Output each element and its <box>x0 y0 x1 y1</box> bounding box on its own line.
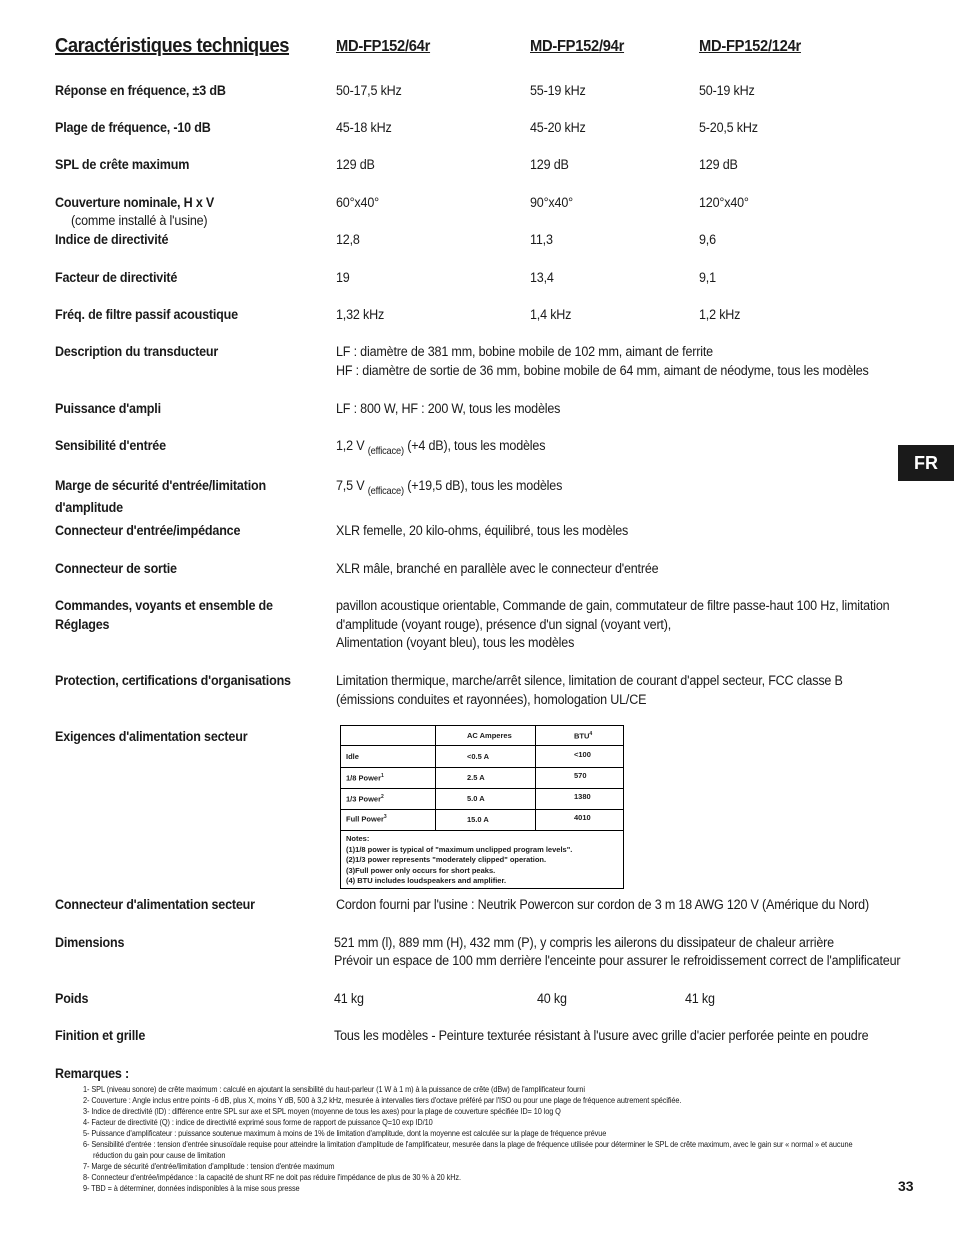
spec-value: 9,6 <box>699 232 716 247</box>
table-cell-btu: <100 <box>574 750 591 759</box>
spec-label-protection: Protection, certifications d'organisations <box>55 673 291 688</box>
table-cell-amps: 15.0 A <box>467 815 489 824</box>
spec-label-dimensions: Dimensions <box>55 935 125 950</box>
model-header-3: MD-FP152/124r <box>699 38 801 55</box>
table-cell-btu: 4010 <box>574 813 591 822</box>
spec-value: 1,32 kHz <box>336 307 385 322</box>
page-number: 33 <box>898 1178 914 1194</box>
spec-label-frequency-range: Plage de fréquence, -10 dB <box>55 120 211 135</box>
spec-label-controls-line2: Réglages <box>55 617 110 632</box>
spec-value: 90°x40° <box>530 195 573 210</box>
spec-value: 50-19 kHz <box>699 83 755 98</box>
spec-value: 5-20,5 kHz <box>699 120 758 135</box>
table-cell-amps: 5.0 A <box>467 794 485 803</box>
spec-value: LF : 800 W, HF : 200 W, tous les modèles <box>336 401 561 416</box>
table-row-label: Full Power$^3$ <box>346 814 387 824</box>
spec-label-coverage: Couverture nominale, H x V <box>55 195 215 210</box>
spec-value: (émissions conduites et rayonnées), homologation UL/CE <box>336 692 647 707</box>
footnote: 9- TBD = à déterminer, données indisponibles à la mise sous presse <box>83 1184 300 1193</box>
spec-label-crossover: Fréq. de filtre passif acoustique <box>55 307 238 322</box>
spec-value: 11,3 <box>530 232 553 247</box>
spec-value: 120°x40° <box>699 195 749 210</box>
table-cell-amps: 2.5 A <box>467 773 485 782</box>
spec-value: 129 dB <box>699 157 738 172</box>
spec-value: 1,2 kHz <box>699 307 741 322</box>
spec-value: 12,8 <box>336 232 360 247</box>
spec-value: 41 kg <box>334 991 364 1006</box>
table-header-btu: BTU$^4$ <box>574 731 593 741</box>
spec-value: 45-18 kHz <box>336 120 392 135</box>
footnote: 5- Puissance d'amplificateur : puissance soutenue maximum à moins de 1% de limitation d'amplitude, dont la moyenne est calculée sur la plage de fréquence prévue <box>83 1129 607 1138</box>
spec-value: 9,1 <box>699 270 716 285</box>
table-row-label: 1/8 Power$^1$ <box>346 773 384 783</box>
spec-value: 45-20 kHz <box>530 120 586 135</box>
remarks-title: Remarques : <box>55 1066 130 1081</box>
model-header-2: MD-FP152/94r <box>530 38 625 55</box>
spec-label-power-connector: Connecteur d'alimentation secteur <box>55 897 255 912</box>
footnote: 4- Facteur de directivité (Q) : indice de directivité exprimé sous forme de rapport de puissance Q=10 exp ID/10 <box>83 1118 433 1127</box>
spec-value: Tous les modèles - Peinture texturée résistant à l'usure avec grille d'acier perforée peinte en poudre <box>334 1028 869 1043</box>
spec-value: 129 dB <box>530 157 569 172</box>
spec-label-headroom: Marge de sécurité d'entrée/limitation <box>55 478 266 493</box>
footnote: 8- Connecteur d'entrée/impédance : la capacité de shunt RF ne doit pas réduire l'impédance de plus de 30 % à 20 kHz. <box>83 1173 461 1182</box>
spec-label-weight: Poids <box>55 991 89 1006</box>
spec-value: 1,4 kHz <box>530 307 572 322</box>
spec-value: 40 kg <box>537 991 567 1006</box>
table-cell-amps: <0.5 A <box>467 752 490 761</box>
footnote: réduction du gain pour cause de limitation <box>93 1151 226 1160</box>
spec-value: HF : diamètre de sortie de 36 mm, bobine mobile de 64 mm, aimant de néodyme, tous les modèles <box>336 363 869 378</box>
language-tab: FR <box>898 445 954 481</box>
footnote: 1- SPL (niveau sonore) de crête maximum : calculé en ajoutant la sensibilité du haut-parleur (1 W à 1 m) à la puissance de crête (dBw) de l'amplificateur fourni <box>83 1085 585 1094</box>
spec-value: 50-17,5 kHz <box>336 83 402 98</box>
page-title: Caractéristiques techniques <box>55 35 290 57</box>
spec-value: XLR mâle, branché en parallèle avec le connecteur d'entrée <box>336 561 659 576</box>
footnote: 7- Marge de sécurité d'entrée/limitation d'amplitude : tension d'entrée maximum <box>83 1162 335 1171</box>
spec-value: Alimentation (voyant bleu), tous les modèles <box>336 635 575 650</box>
spec-label-directivity-factor: Facteur de directivité <box>55 270 178 285</box>
table-header-amps: AC Amperes <box>467 731 512 740</box>
spec-label-headroom-line2: d'amplitude <box>55 500 123 515</box>
spec-value: 129 dB <box>336 157 375 172</box>
spec-label-controls: Commandes, voyants et ensemble de <box>55 598 273 613</box>
spec-value: pavillon acoustique orientable, Commande de gain, commutateur de filtre passe-haut 100 Hz, limitation <box>336 598 890 613</box>
table-cell-btu: 570 <box>574 771 587 780</box>
spec-value: XLR femelle, 20 kilo-ohms, équilibré, tous les modèles <box>336 523 629 538</box>
spec-value: 13,4 <box>530 270 554 285</box>
footnote: 2- Couverture : Angle inclus entre points -6 dB, plus X, moins Y dB, 500 à 3,2 kHz, mesurée à intervalles tiers d'octave préféré par l'ISO ou pour une plage de fréquence autrement spécifiée. <box>83 1096 682 1105</box>
spec-label-amp-power: Puissance d'ampli <box>55 401 161 416</box>
spec-value: Limitation thermique, marche/arrêt silence, limitation de courant d'appel secteur, FCC classe B <box>336 673 843 688</box>
spec-value: 19 <box>336 270 350 285</box>
spec-label-power-requirements: Exigences d'alimentation secteur <box>55 729 248 744</box>
spec-label-finish: Finition et grille <box>55 1028 146 1043</box>
spec-value: 1,2 V $_{(efficace)}$ (+4 dB), tous les modèles <box>336 438 546 457</box>
table-notes: Notes: (1)1/8 power is typical of "maximum unclipped program levels". (2)1/3 power represents "moderately clipped" operation. (3)Full power only occurs for short peaks. (4) BTU includes loudspeakers and amplifier. <box>346 834 573 885</box>
table-row-label: 1/3 Power$^2$ <box>346 794 384 804</box>
spec-label-input-connector: Connecteur d'entrée/impédance <box>55 523 241 538</box>
spec-value: 7,5 V $_{(efficace)}$ (+19,5 dB), tous les modèles <box>336 478 563 497</box>
spec-label-transducer: Description du transducteur <box>55 344 219 359</box>
spec-label-directivity-index: Indice de directivité <box>55 232 169 247</box>
spec-label-output-connector: Connecteur de sortie <box>55 561 177 576</box>
spec-value: 55-19 kHz <box>530 83 586 98</box>
footnote: 6- Sensibilité d'entrée : tension d'entrée sinusoïdale requise pour atteindre la limitation d'amplitude de l'amplificateur, mesurée dans la plage de fréquence utilisée pour déterminer le SPL de crête maximum, avec le gain sur « normal » et aucune <box>83 1140 853 1149</box>
spec-value: 521 mm (l), 889 mm (H), 432 mm (P), y compris les ailerons du dissipateur de chaleur arrière <box>334 935 834 950</box>
spec-value: LF : diamètre de 381 mm, bobine mobile de 102 mm, aimant de ferrite <box>336 344 713 359</box>
spec-label-sensitivity: Sensibilité d'entrée <box>55 438 166 453</box>
spec-value: d'amplitude (voyant rouge), présence d'un signal (voyant vert), <box>336 617 672 632</box>
model-header-1: MD-FP152/64r <box>336 38 431 55</box>
power-requirements-table <box>340 725 624 889</box>
table-cell-btu: 1380 <box>574 792 591 801</box>
spec-value: 41 kg <box>685 991 715 1006</box>
spec-value: Prévoir un espace de 100 mm derrière l'enceinte pour assurer le refroidissement correct de l'amplificateur <box>334 953 901 968</box>
spec-label-max-spl: SPL de crête maximum <box>55 157 190 172</box>
spec-value: Cordon fourni par l'usine : Neutrik Powercon sur cordon de 3 m 18 AWG 120 V (Amérique du Nord) <box>336 897 869 912</box>
table-row-label: Idle <box>346 752 359 761</box>
spec-label-frequency-response: Réponse en fréquence, ±3 dB <box>55 83 226 98</box>
spec-value: 60°x40° <box>336 195 379 210</box>
footnote: 3- Indice de directivité (ID) : différence entre SPL sur axe et SPL moyen (moyenne de tous les axes) pour la plage de couverture spécifiée ID= 10 log Q <box>83 1107 561 1116</box>
spec-sublabel-coverage: (comme installé à l'usine) <box>71 213 208 228</box>
